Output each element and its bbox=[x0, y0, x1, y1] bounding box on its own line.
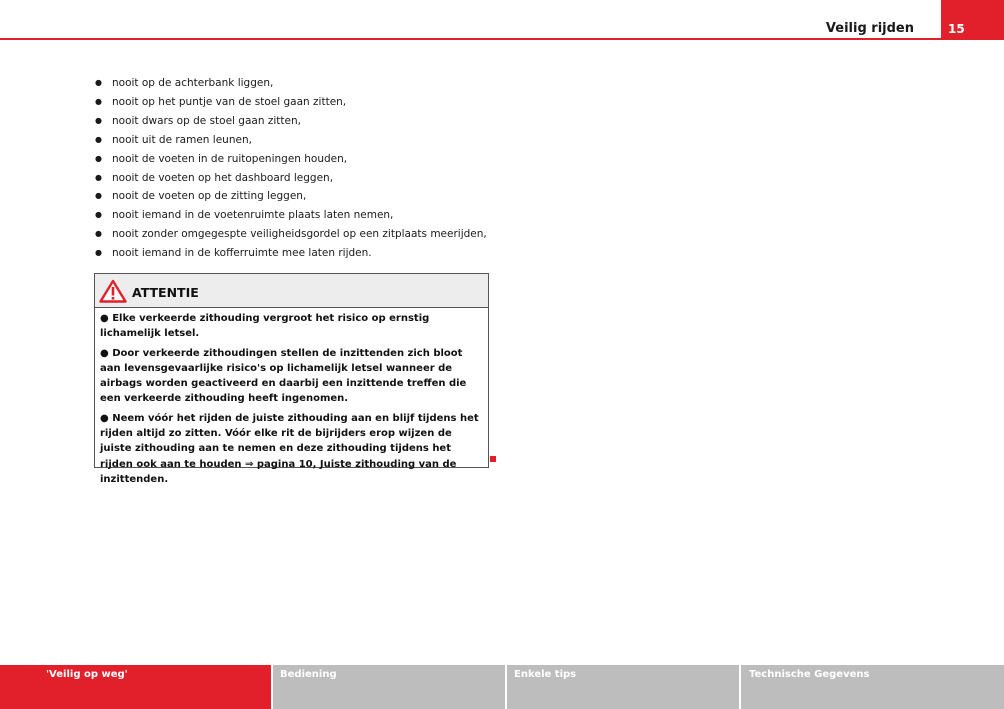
list-item: ● nooit de voeten op de zitting leggen, bbox=[95, 187, 487, 206]
footer-tab-label: Enkele tips bbox=[514, 669, 577, 680]
footer-tab-label: Bediening bbox=[280, 669, 337, 680]
list-item: ● nooit iemand in de kofferruimte mee laten rijden. bbox=[95, 244, 487, 263]
end-of-section-marker bbox=[490, 456, 496, 462]
warning-header bbox=[95, 274, 488, 308]
warning-paragraph: ● Elke verkeerde zithouding vergroot het risico op ernstig lichamelijk letsel. bbox=[100, 313, 430, 340]
list-item: ● nooit zonder omgegespte veiligheidsgordel op een zitplaats meerijden, bbox=[95, 225, 487, 244]
bullet-list bbox=[95, 74, 487, 263]
list-item: ● nooit op het puntje van de stoel gaan zitten, bbox=[95, 93, 487, 112]
warning-paragraph: ● Neem vóór het rijden de juiste zithouding aan en blijf tijdens het rijden altijd zo zitten. Vóór elke rit de bijrijders erop wijzen de juiste zithouding aan te nemen en deze zithouding tijdens het rijden ook aan te houden ⇒ pagina 10, Juiste zithouding van de inzittenden. bbox=[100, 412, 479, 485]
list-item: ● nooit de voeten in de ruitopeningen houden, bbox=[95, 150, 487, 169]
warning-box bbox=[94, 273, 489, 485]
footer-tab-bediening[interactable] bbox=[273, 665, 505, 709]
list-item: ● nooit uit de ramen leunen, bbox=[95, 131, 487, 150]
section-title: Veilig rijden bbox=[825, 21, 914, 36]
footer-tab-technische-gegevens[interactable] bbox=[741, 665, 1004, 709]
page-number: 15 bbox=[948, 22, 965, 36]
footer-tab-enkele-tips[interactable] bbox=[507, 665, 739, 709]
header-rule bbox=[0, 38, 1004, 40]
warning-triangle-icon bbox=[99, 279, 127, 307]
footer-tab-veilig-op-weg[interactable] bbox=[0, 665, 271, 709]
list-item: ● nooit dwars op de stoel gaan zitten, bbox=[95, 112, 487, 131]
footer-tab-label: 'Veilig op weg' bbox=[46, 669, 128, 680]
footer-tab-label: Technische Gegevens bbox=[749, 669, 870, 680]
page-number-tab bbox=[941, 0, 1004, 40]
warning-paragraph: ● Door verkeerde zithoudingen stellen de inzittenden zich bloot aan levensgevaarlijke risico's op lichamelijk letsel wanneer de airbags worden geactiveerd en daarbij een inzittende treffen die een verkeerde zithouding heeft ingenomen. bbox=[100, 347, 467, 405]
warning-title: ATTENTIE bbox=[132, 285, 199, 300]
list-item: ● nooit op de achterbank liggen, bbox=[95, 74, 487, 93]
warning-body bbox=[95, 308, 488, 487]
list-item: ● nooit de voeten op het dashboard leggen, bbox=[95, 169, 487, 188]
list-item: ● nooit iemand in de voetenruimte plaats laten nemen, bbox=[95, 206, 487, 225]
